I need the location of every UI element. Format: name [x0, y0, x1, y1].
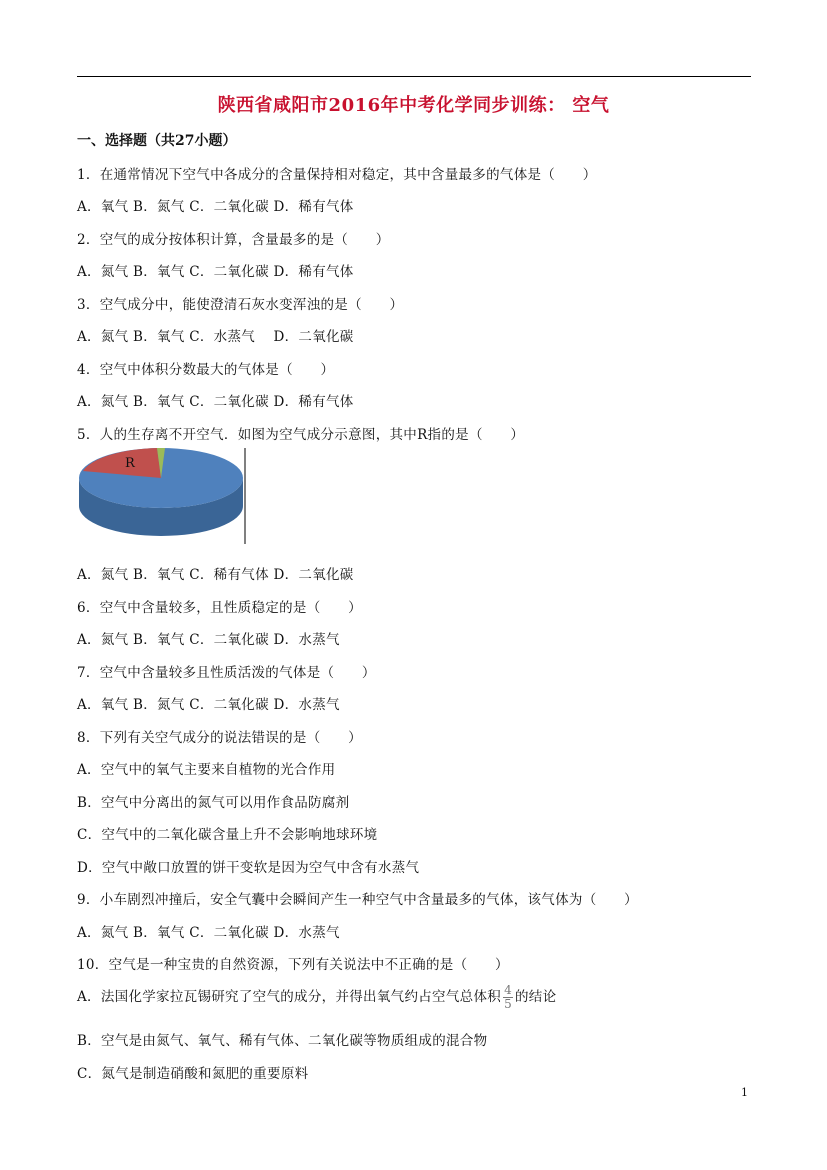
q9-options: A．氮气 B．氧气 C．二氧化碳 D．水蒸气 [77, 925, 340, 941]
q10-option-a [77, 984, 556, 1011]
q3-stem: 3．空气成分中，能使澄清石灰水变浑浊的是（ ） [77, 297, 404, 313]
q8-option-d: D．空气中敞口放置的饼干变软是因为空气中含有水蒸气 [77, 860, 420, 876]
q9-stem: 9．小车剧烈冲撞后，安全气囊中会瞬间产生一种空气中含量最多的气体，该气体为（ ） [77, 892, 638, 908]
q1-stem: 1．在通常情况下空气中各成分的含量保持相对稳定，其中含量最多的气体是（ ） [77, 167, 597, 183]
fraction-four-fifths: $\frac{4}{5}$ [504, 983, 512, 1011]
header-rule [77, 76, 751, 77]
q2-options: A．氮气 B．氧气 C．二氧化碳 D．稀有气体 [77, 264, 354, 280]
q1-options: A．氧气 B．氮气 C．二氧化碳 D．稀有气体 [77, 199, 354, 215]
q8-option-b: B．空气中分离出的氮气可以用作食品防腐剂 [77, 795, 350, 811]
q7-options: A．氧气 B．氮气 C．二氧化碳 D．水蒸气 [77, 697, 340, 713]
air-composition-pie-chart [77, 446, 249, 546]
q10-option-a-suffix: 的结论 [515, 989, 557, 1005]
q2-stem: 2．空气的成分按体积计算，含量最多的是（ ） [77, 232, 390, 248]
q3-options: A．氮气 B．氧气 C．水蒸气 D．二氧化碳 [77, 329, 354, 345]
page-title: 陕西省咸阳市2016年中考化学同步训练： 空气 [217, 95, 610, 116]
pie-label-r: R [125, 456, 135, 471]
q7-stem: 7．空气中含量较多且性质活泼的气体是（ ） [77, 665, 376, 681]
q5-stem: 5．人的生存离不开空气．如图为空气成分示意图，其中R指的是（ ） [77, 427, 525, 443]
q4-options: A．氮气 B．氧气 C．二氧化碳 D．稀有气体 [77, 394, 354, 410]
q10-option-c: C．氮气是制造硝酸和氮肥的重要原料 [77, 1066, 309, 1082]
page-number: 1 [741, 1086, 748, 1099]
q8-stem: 8．下列有关空气成分的说法错误的是（ ） [77, 730, 362, 746]
q10-stem: 10．空气是一种宝贵的自然资源，下列有关说法中不正确的是（ ） [77, 957, 509, 973]
q5-options: A．氮气 B．氧气 C．稀有气体 D．二氧化碳 [77, 567, 354, 583]
q6-options: A．氮气 B．氧气 C．二氧化碳 D．水蒸气 [77, 632, 340, 648]
q8-option-c: C．空气中的二氧化碳含量上升不会影响地球环境 [77, 827, 378, 843]
q10-option-b: B．空气是由氮气、氧气、稀有气体、二氧化碳等物质组成的混合物 [77, 1033, 488, 1049]
section-heading: 一、选择题（共27小题） [77, 133, 237, 149]
q8-option-a: A．空气中的氧气主要来自植物的光合作用 [77, 762, 336, 778]
q6-stem: 6．空气中含量较多，且性质稳定的是（ ） [77, 600, 362, 616]
q10-option-a-text: A．法国化学家拉瓦锡研究了空气的成分，并得出氧气约占空气总体积 [77, 989, 502, 1005]
q4-stem: 4．空气中体积分数最大的气体是（ ） [77, 362, 335, 378]
